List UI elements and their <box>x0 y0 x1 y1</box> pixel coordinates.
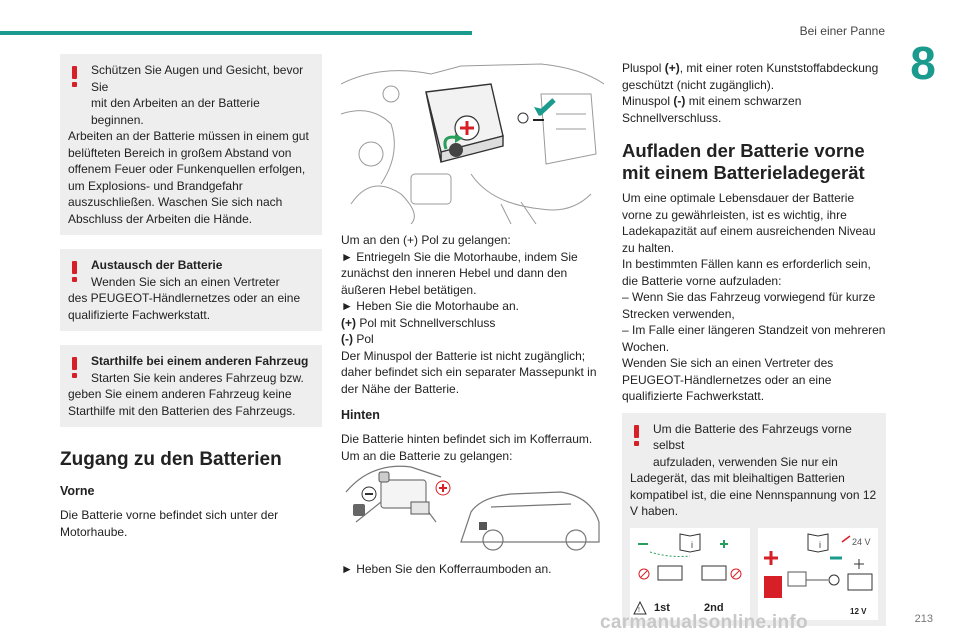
front-battery-text: Die Batterie vorne befindet sich unter der Motorhaube. <box>60 508 279 539</box>
step-second-label: 2nd <box>704 601 724 614</box>
middle-column-bottom: ► Heben Sie den Kofferraumboden an. <box>341 562 552 576</box>
engine-bay-illustration <box>341 54 604 224</box>
right-column: Pluspol (+), mit einer roten Kunststoffabdeckung geschützt (nicht zugänglich). Minuspol (-) mit einem schwarzen Schnellverschluss. Aufladen der Batterie vorne mit einem Batterieladegerät Um eine optimale Lebensdauer der Batterie vorne zu gewährleisten, ist es wichtig, ihre Ladekapazität auf einem ausreichenden Niveau zu halten. In bestimmten Fällen kann es erforderlich sein, die Batterie vorne aufzuladen: – Wenn Sie das Fahrzeug vorwiegend für kurze Strecken verwenden, – Im Falle einer längeren Standzeit von mehreren Wochen. Wenden Sie sich an einen Vertreter des PEUGEOT-Händlernetzes oder an eine qualifizierte Fachwerkstatt. Um die Batterie des Fahrzeugs vorne selbst aufzuladen, verwenden Sie nur ein Ladegerät, das mit bleihaltigen Batterien kompatibel ist, die eine Nennspannung von 12 V haben. i ! 1st 2nd i 24 V 12 V <box>622 60 886 636</box>
chapter-number: 8 <box>910 37 936 89</box>
step-first-label: 1st <box>654 601 670 614</box>
jump-start-panel <box>630 528 750 620</box>
warning-note-charger: Um die Batterie des Fahrzeugs vorne selbst aufzuladen, verwenden Sie nur ein Ladegerät, das mit bleihaltigen Batterien kompatibel ist, die eine Nennspannung von 12 V haben. i ! 1st 2nd i 24 V 12 V <box>622 413 886 626</box>
warning-icon <box>72 261 78 282</box>
voltage-12-label: 12 V <box>850 606 867 616</box>
warning-icon <box>72 357 78 378</box>
heading-battery-access: Zugang zu den Batterien <box>60 449 282 470</box>
warning-note-eye-protection: Schützen Sie Augen und Gesicht, bevor Sie mit den Arbeiten an der Batterie beginnen. Arbeiten an der Batterie müssen in einem gut belüfteten Bereich in großem Abstand von offenem Feuer oder Funkenquellen erfolgen, um Explosions- und Brandgefahr auszuschließen. Waschen Sie sich nach Abschluss der Arbeiten die Hände. <box>60 54 322 235</box>
warning-note-battery-replacement: Austausch der Batterie Wenden Sie sich an einen Vertreter des PEUGEOT-Händlernetzes oder an eine qualifizierte Fachwerkstatt. <box>60 249 322 331</box>
section-title: Bei einer Panne <box>799 24 885 38</box>
subheading-rear: Hinten <box>341 408 380 422</box>
warning-note-jump-start: Starthilfe bei einem anderen Fahrzeug Starten Sie kein anderes Fahrzeug bzw. geben Sie einem anderen Fahrzeug keine Starthilfe mit den Batterien des Fahrzeugs. <box>60 345 322 427</box>
svg-text:i: i <box>819 539 821 550</box>
header-accent-bar <box>0 31 472 35</box>
charging-diagram <box>630 528 878 620</box>
warning-icon <box>634 425 640 446</box>
left-column <box>60 54 322 540</box>
svg-text:i: i <box>691 539 693 550</box>
heading-charging: Aufladen der Batterie vorne mit einem Batterieladegerät <box>622 140 865 183</box>
watermark: carmanualsonline.info <box>600 612 808 633</box>
voltage-24-label: 24 V <box>852 536 871 547</box>
page-number: 213 <box>914 613 933 625</box>
charger-panel <box>758 528 878 620</box>
middle-column: Um an den (+) Pol zu gelangen: ► Entriegeln Sie die Motorhaube, indem Sie zunächst den inneren Hebel und dann den äußeren Hebel betätigen. ► Heben Sie die Motorhaube an. (+) Pol mit Schnellverschluss (-) Pol Der Minuspol der Batterie ist nicht zugänglich; daher befindet sich ein separater Massepunkt in der Nähe der Batterie. Hinten Die Batterie hinten befindet sich im Kofferraum. Um an die Batterie zu gelangen: <box>341 232 604 464</box>
svg-text:!: ! <box>638 606 640 614</box>
warning-icon <box>72 66 78 87</box>
rear-battery-illustration <box>341 452 604 552</box>
subheading-front: Vorne <box>60 484 95 498</box>
